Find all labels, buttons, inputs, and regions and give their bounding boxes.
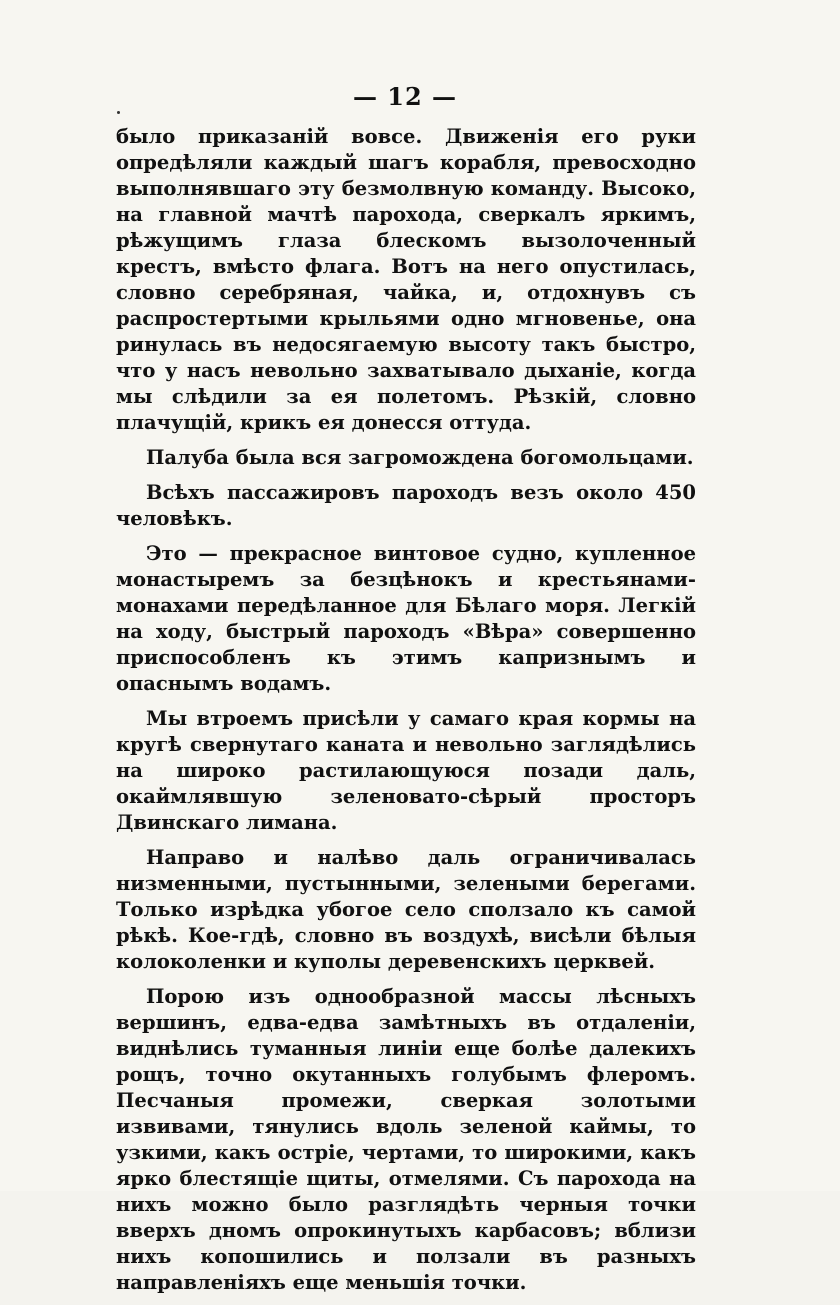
paragraph: Мы втроемъ присѣли у самаго края кормы на кругѣ свернутаго каната и невольно заглядѣлись на широко растилающуюся позади даль, окаймлявшую зеленовато-сѣрый просторъ Двинскаго лимана. — [116, 707, 696, 834]
paragraph: Всѣхъ пассажировъ пароходъ везъ около 450 человѣкъ. — [116, 481, 696, 530]
paragraph: Палуба была вся загромождена богомольцами. — [146, 446, 694, 469]
page-body — [116, 124, 696, 1305]
ink-speck — [117, 111, 120, 114]
paragraph: Это — прекрасное винтовое судно, купленное монастыремъ за безцѣнокъ и крестьянами-монахами передѣланное для Бѣлаго моря. Легкій на ходу, быстрый пароходъ «Вѣра» совершенно приспособленъ къ этимъ капризнымъ и опаснымъ водамъ. — [116, 542, 696, 695]
page-number: — 12 — — [352, 82, 458, 111]
paragraph: было приказаній вовсе. Движенія его руки опредѣляли каждый шагъ корабля, превосходно выполнявшаго эту безмолвную команду. Высоко, на главной мачтѣ парохода, сверкалъ яркимъ, рѣжущимъ глаза блескомъ вызолоченный крестъ, вмѣсто флага. Вотъ на него опустилась, словно серебряная, чайка, и, отдохнувъ съ распростертыми крыльями одно мгновенье, она ринулась въ недосягаемую высоту такъ быстро, что у насъ невольно захватывало дыханіе, когда мы слѣдили за ея полетомъ. Рѣзкій, словно плачущій, крикъ ея донесся оттуда. — [116, 125, 696, 434]
paragraph: Порою изъ однообразной массы лѣсныхъ вершинъ, едва-едва замѣтныхъ въ отдаленіи, виднѣлись туманныя линіи еще болѣе далекихъ рощъ, точно окутанныхъ голубымъ флеромъ. Песчаныя промежи, сверкая золотыми извивами, тянулись вдоль зеленой каймы, то узкими, какъ остріе, чертами, то широкими, какъ ярко блестящіе щиты, отмелями. Съ парохода на нихъ можно было разглядѣть черныя точки вверхъ дномъ опрокинутыхъ карбасовъ; вблизи нихъ копошились и ползали въ разныхъ направленіяхъ еще меньшія точки. — [116, 985, 696, 1294]
paragraph: Направо и налѣво даль ограничивалась низменными, пустынными, зелеными берегами. Только изрѣдка убогое село сползало къ самой рѣкѣ. Кое-гдѣ, словно въ воздухѣ, висѣли бѣлыя колоколенки и куполы деревенскихъ церквей. — [116, 846, 696, 973]
